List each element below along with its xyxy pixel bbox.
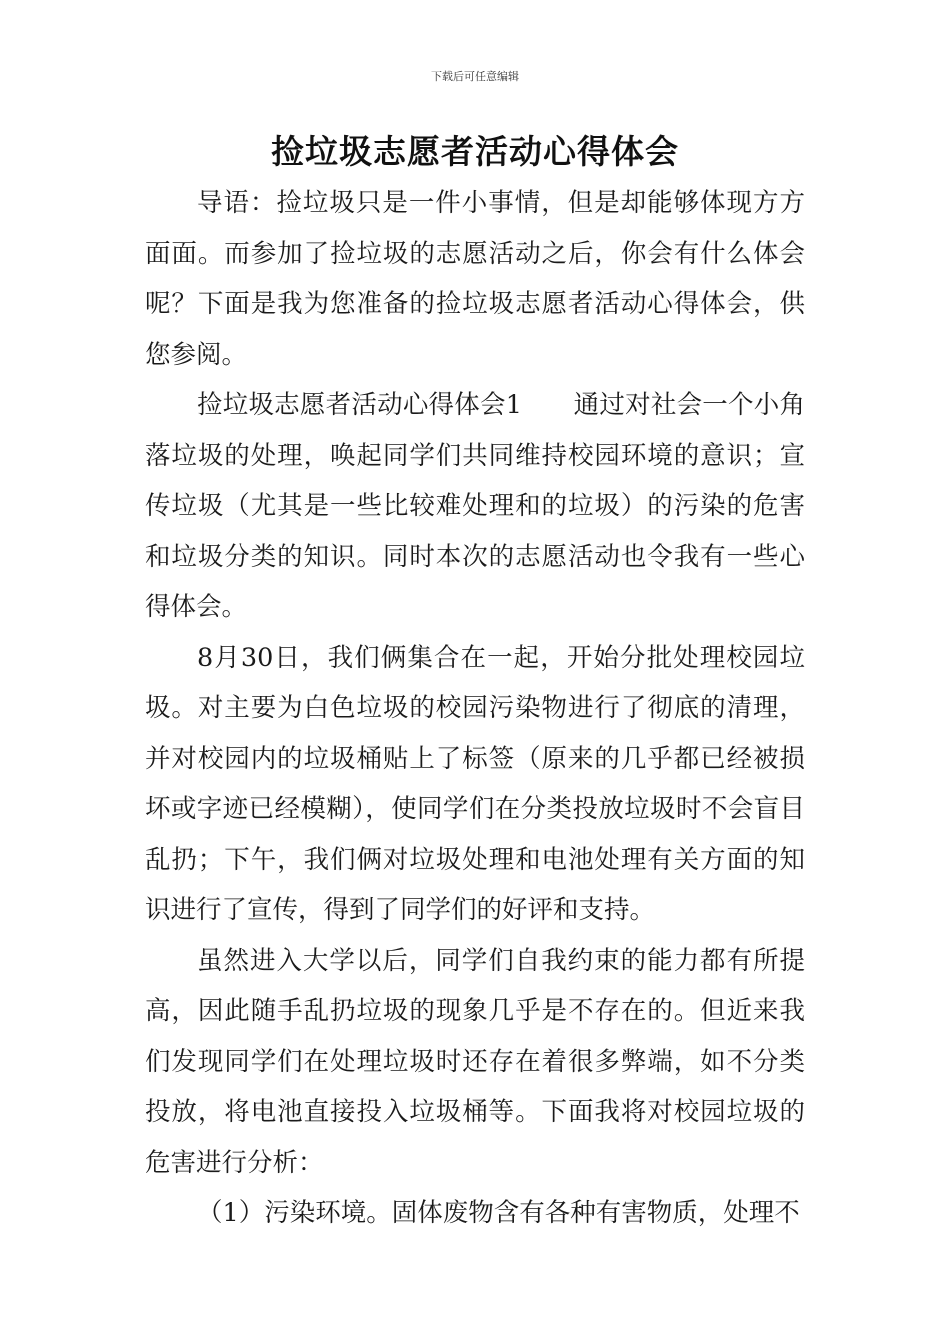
document-body	[145, 178, 805, 1239]
paragraph-experience-1: 捡垃圾志愿者活动心得体会1 通过对社会一个小角落垃圾的处理，唤起同学们共同维持校园环境的意识；宣传垃圾（尤其是一些比较难处理和的垃圾）的污染的危害和垃圾分类的知识。同时本次的志愿活动也令我有一些心得体会。	[145, 390, 805, 622]
paragraph-pollution: （1）污染环境。固体废物含有各种有害物质，处理不	[197, 1198, 800, 1228]
paragraph-intro: 导语：捡垃圾只是一件小事情，但是却能够体现方方面面。而参加了捡垃圾的志愿活动之后，你会有什么体会呢？下面是我为您准备的捡垃圾志愿者活动心得体会，供您参阅。	[145, 188, 805, 370]
document-title: 捡垃圾志愿者活动心得体会	[271, 132, 679, 171]
paragraph-analysis-intro: 虽然进入大学以后，同学们自我约束的能力都有所提高，因此随手乱扔垃圾的现象几乎是不存在的。但近来我们发现同学们在处理垃圾时还存在着很多弊端，如不分类投放，将电池直接投入垃圾桶等。下面我将对校园垃圾的危害进行分析：	[145, 945, 805, 1178]
page-header-note: 下载后可任意编辑	[431, 70, 519, 83]
paragraph-august-30: 8月30日，我们俩集合在一起，开始分批处理校园垃圾。对主要为白色垃圾的校园污染物进行了彻底的清理，并对校园内的垃圾桶贴上了标签（原来的几乎都已经被损坏或字迹已经模糊），使同学们在分类投放垃圾时不会盲目乱扔；下午，我们俩对垃圾处理和电池处理有关方面的知识进行了宣传，得到了同学们的好评和支持。	[145, 642, 805, 925]
